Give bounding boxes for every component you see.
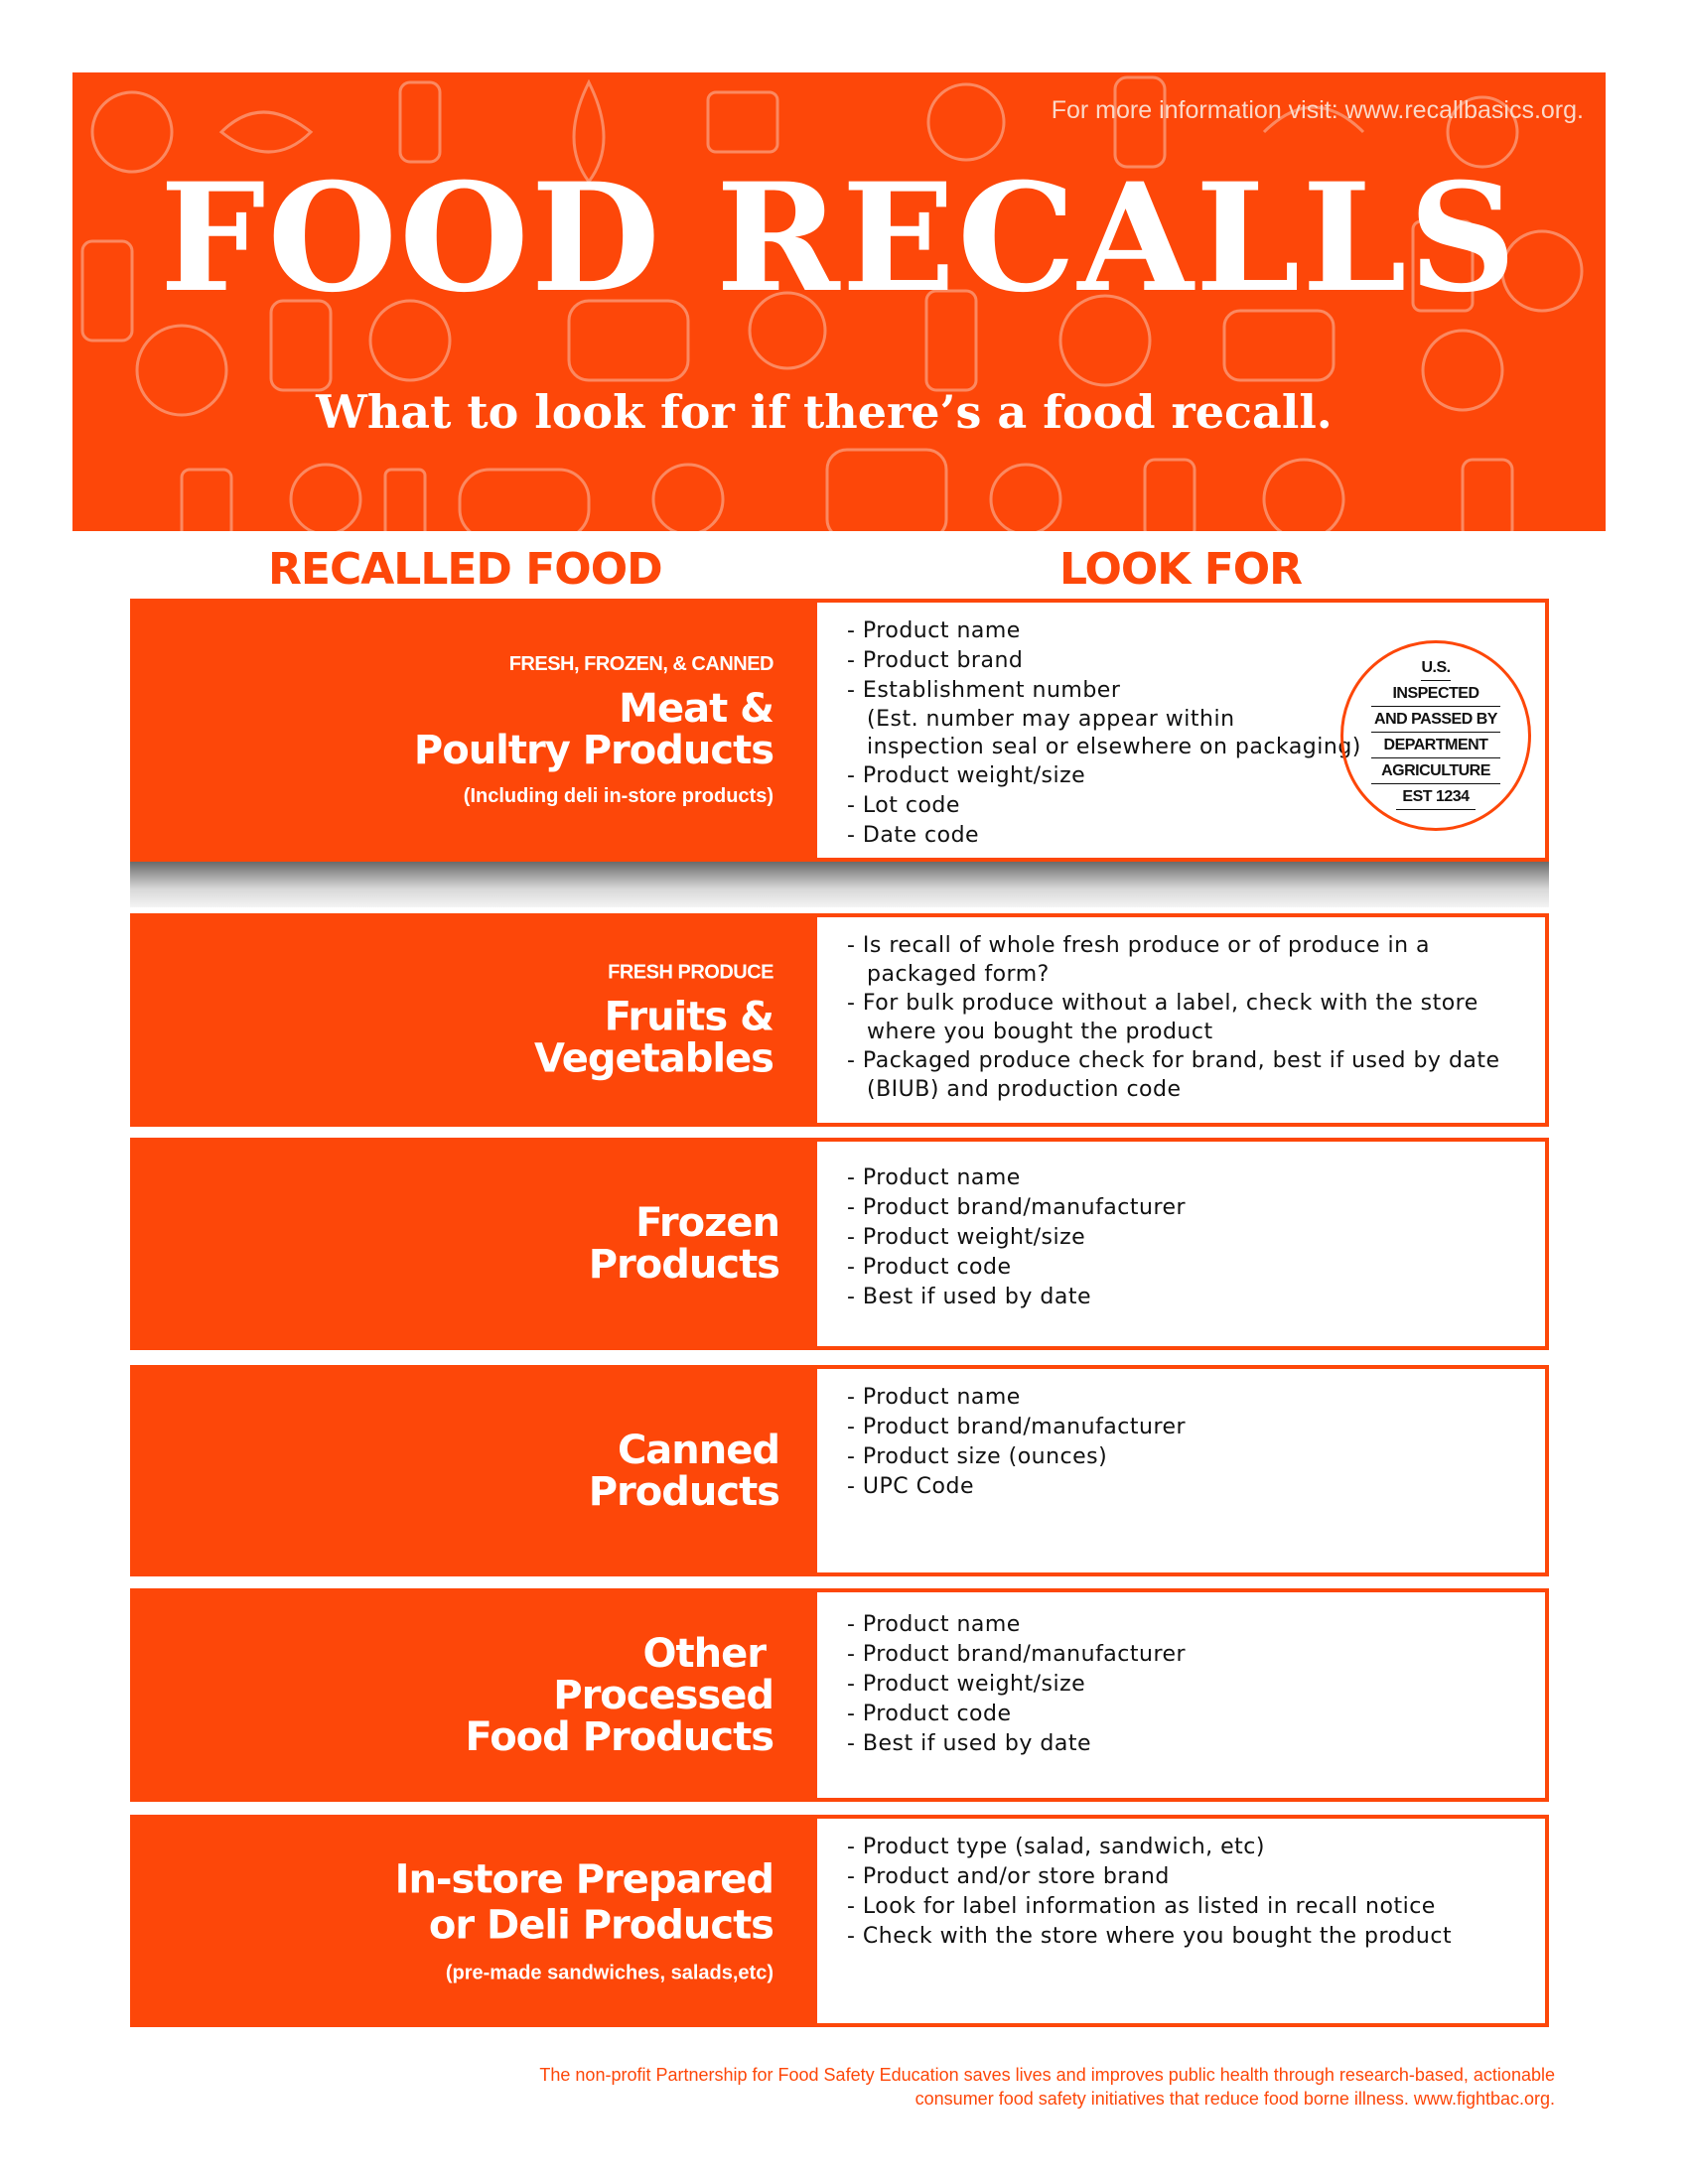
table-row [130, 1138, 1549, 1350]
list-item: - Product code [847, 1702, 1012, 1726]
look-for-cell [817, 1138, 1549, 1350]
category-line: Other [642, 1630, 766, 1677]
category-line: Frozen [635, 1200, 779, 1246]
look-for-list [847, 1610, 1186, 1759]
list-item: - Product name [847, 1165, 1021, 1190]
category-title [465, 1630, 774, 1760]
footer-note [539, 2063, 1555, 2111]
header-banner [72, 72, 1606, 531]
list-item: (Est. number may appear within [867, 707, 1235, 732]
seal-line: DEPARTMENT [1371, 733, 1500, 758]
list-item: - UPC Code [847, 1474, 974, 1499]
seal-line: U.S. [1421, 655, 1451, 681]
look-for-cell [817, 1365, 1549, 1576]
list-item: - Look for label information as listed in recall notice [847, 1894, 1436, 1919]
recalled-food-cell [130, 1365, 817, 1576]
look-for-cell [817, 913, 1549, 1127]
list-item: - Product type (salad, sandwich, etc) [847, 1835, 1265, 1859]
list-item: - Product brand/manufacturer [847, 1195, 1187, 1220]
more-info-link[interactable]: For more information visit: www.recallbasics.org. [1051, 96, 1584, 124]
category-kicker: FRESH PRODUCE [608, 961, 774, 983]
page-subtitle: What to look for if there’s a food recall. [316, 385, 1333, 439]
list-item: - Best if used by date [847, 1731, 1091, 1756]
category-line: Canned [617, 1427, 779, 1473]
category-line: In-store Prepared [394, 1856, 774, 1903]
look-for-cell [817, 599, 1549, 862]
table-row [130, 599, 1549, 862]
recalled-food-cell [130, 1138, 817, 1350]
category-title [395, 1857, 774, 1949]
seal-line: AND PASSED BY [1371, 707, 1500, 733]
category-title [588, 1427, 779, 1515]
category-line: or Deli Products [428, 1902, 774, 1949]
seal-line: AGRICULTURE [1371, 758, 1500, 784]
list-item: - Best if used by date [847, 1285, 1091, 1309]
category-line: Vegetables [533, 1035, 774, 1081]
list-item: - Product brand/manufacturer [847, 1415, 1187, 1439]
list-item: - Product weight/size [847, 1672, 1086, 1697]
table-row [130, 913, 1549, 1127]
look-for-list [847, 1163, 1186, 1312]
category-kicker: FRESH, FROZEN, & CANNED [508, 652, 774, 675]
category-line: Fruits & [604, 994, 774, 1039]
list-item: - Product name [847, 618, 1021, 643]
look-for-list [847, 931, 1500, 1104]
category-line: Meat & [619, 685, 774, 732]
footer-line[interactable]: consumer food safety initiatives that reduce food borne illness. www.fightbac.org. [914, 2089, 1555, 2109]
look-for-list [847, 1383, 1186, 1502]
list-item: - Product brand [847, 648, 1024, 673]
table-row [130, 1588, 1549, 1802]
list-item: - Establishment number [847, 678, 1121, 703]
seal-line: INSPECTED [1371, 681, 1500, 707]
list-item: - Product name [847, 1612, 1021, 1637]
recalled-food-cell [130, 599, 817, 862]
column-header-recalled-food: RECALLED FOOD [268, 544, 662, 595]
table-row [130, 1365, 1549, 1576]
list-item: - Product size (ounces) [847, 1444, 1108, 1469]
list-item: - Product weight/size [847, 1225, 1086, 1250]
table-row [130, 1815, 1549, 2027]
usda-inspection-seal-icon [1340, 640, 1531, 831]
list-item: - Product brand/manufacturer [847, 1642, 1187, 1667]
list-item: - Check with the store where you bought the product [847, 1924, 1453, 1949]
list-item: inspection seal or elsewhere on packaging) [867, 735, 1361, 759]
row-shadow-divider [130, 862, 1549, 907]
category-title [534, 996, 774, 1079]
list-item: (BIUB) and production code [867, 1077, 1182, 1102]
look-for-list [847, 616, 1361, 851]
recalled-food-cell [130, 1815, 817, 2027]
seal-line: EST 1234 [1396, 784, 1476, 810]
column-header-look-for: LOOK FOR [1059, 544, 1303, 595]
list-item: - Is recall of whole fresh produce or of produce in a [847, 933, 1431, 958]
list-item: - Date code [847, 823, 980, 848]
category-line: Food Products [465, 1713, 774, 1760]
footer-line: The non-profit Partnership for Food Safety Education saves lives and improves public health through research-based, actionable [539, 2065, 1555, 2085]
category-note: (pre-made sandwiches, salads,etc) [445, 1962, 774, 1984]
recalled-food-cell [130, 913, 817, 1127]
list-item: - Packaged produce check for brand, best if used by date [847, 1048, 1500, 1073]
category-line: Products [588, 1468, 779, 1515]
list-item: - For bulk produce without a label, check with the store [847, 991, 1478, 1016]
category-line: Poultry Products [413, 727, 774, 773]
list-item: - Product weight/size [847, 763, 1086, 788]
category-note: (Including deli in-store products) [463, 784, 774, 807]
category-title [589, 1202, 779, 1286]
list-item: - Product name [847, 1385, 1021, 1410]
list-item: - Product code [847, 1255, 1012, 1280]
category-line: Products [588, 1242, 779, 1288]
recalled-food-cell [130, 1588, 817, 1802]
list-item: packaged form? [867, 962, 1050, 987]
category-title [413, 685, 774, 773]
list-item: where you bought the product [867, 1020, 1213, 1044]
list-item: - Product and/or store brand [847, 1864, 1170, 1889]
page-title: FOOD RECALLS [159, 151, 1519, 326]
look-for-cell [817, 1815, 1549, 2027]
category-line: Processed [553, 1672, 774, 1718]
look-for-cell [817, 1588, 1549, 1802]
list-item: - Lot code [847, 793, 960, 818]
look-for-list [847, 1833, 1452, 1952]
